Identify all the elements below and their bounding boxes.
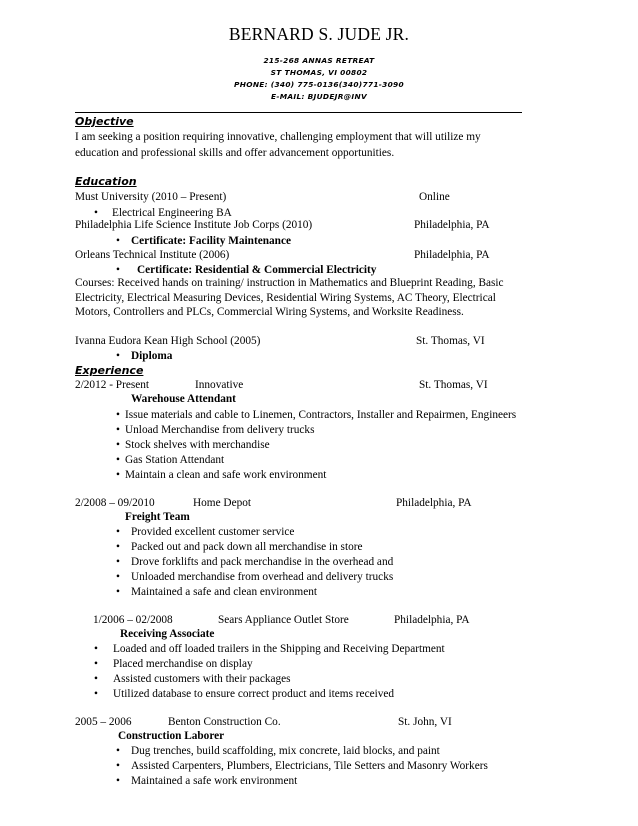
experience-heading: Experience xyxy=(75,364,144,377)
bullet-icon: • xyxy=(94,673,98,685)
bullet-icon: • xyxy=(116,541,120,553)
job-location: St. John, VI xyxy=(398,716,452,728)
job-dates: 2/2012 - Present xyxy=(75,379,150,391)
resume-name: BERNARD S. JUDE JR. xyxy=(228,24,410,44)
job-dates: 1/2006 – 02/2008 xyxy=(93,614,173,626)
school-location: Online xyxy=(419,191,450,203)
bullet-icon: • xyxy=(116,556,120,568)
bullet-icon: • xyxy=(116,350,120,362)
courses-line: Motors, Controllers and PLCs, Commercial Wiring Systems, and Worksite Readiness. xyxy=(75,306,464,318)
bullet-icon: • xyxy=(116,469,120,481)
objective-heading: Objective xyxy=(75,115,134,128)
certificate: Certificate: Facility Maintenance xyxy=(131,235,291,247)
job-location: Philadelphia, PA xyxy=(394,614,470,626)
bullet-icon: • xyxy=(116,760,120,772)
school-location: St. Thomas, VI xyxy=(416,335,485,347)
bullet-icon: • xyxy=(116,235,120,247)
job-dates: 2/2008 – 09/2010 xyxy=(75,497,155,509)
duty: Dug trenches, build scaffolding, mix concrete, laid blocks, and paint xyxy=(131,745,440,757)
courses-line: Electricity, Electrical Measuring Devices, Residential Wiring Systems, AC Theory, Electrical xyxy=(75,292,496,304)
school-name: Orleans Technical Institute (2006) xyxy=(75,249,230,261)
duty: Loaded and off loaded trailers in the Shipping and Receiving Department xyxy=(113,643,445,655)
bullet-icon: • xyxy=(116,409,120,421)
bullet-icon: • xyxy=(116,526,120,538)
school-name: Ivanna Eudora Kean High School (2005) xyxy=(75,335,261,347)
job-company: Sears Appliance Outlet Store xyxy=(218,614,349,626)
bullet-icon: • xyxy=(116,439,120,451)
bullet-icon: • xyxy=(94,207,98,219)
bullet-icon: • xyxy=(116,264,120,276)
duty: Issue materials and cable to Linemen, Contractors, Installer and Repairmen, Engineers xyxy=(125,409,517,421)
job-role: Warehouse Attendant xyxy=(131,393,236,405)
job-location: St. Thomas, VI xyxy=(419,379,488,391)
job-dates: 2005 – 2006 xyxy=(75,716,132,728)
bullet-icon: • xyxy=(116,745,120,757)
phone-line: PHONE: (340) 775-0136(340)771-3090 xyxy=(234,80,404,89)
duty: Assisted Carpenters, Plumbers, Electricians, Tile Setters and Masonry Workers xyxy=(131,760,488,772)
school-location: Philadelphia, PA xyxy=(414,219,490,231)
duty: Assisted customers with their packages xyxy=(113,673,291,685)
bullet-icon: • xyxy=(116,454,120,466)
school-name: Must University (2010 – Present) xyxy=(75,191,227,203)
header-divider xyxy=(75,112,522,113)
duty: Utilized database to ensure correct product and items received xyxy=(113,688,395,700)
objective-line: I am seeking a position requiring innovative, challenging employment that will utilize my xyxy=(75,131,481,143)
address-line-1: 215-268 ANNAS RETREAT xyxy=(263,56,375,65)
objective-line: education and professional skills and offer advancement opportunities. xyxy=(75,147,395,159)
education-heading: Education xyxy=(75,175,137,188)
job-role: Receiving Associate xyxy=(120,628,215,640)
duty: Packed out and pack down all merchandise in store xyxy=(131,541,363,553)
bullet-icon: • xyxy=(94,643,98,655)
degree: Electrical Engineering BA xyxy=(112,207,232,219)
diploma: Diploma xyxy=(131,350,173,362)
job-role: Construction Laborer xyxy=(118,730,225,742)
school-location: Philadelphia, PA xyxy=(414,249,490,261)
school-name: Philadelphia Life Science Institute Job Corps (2010) xyxy=(75,219,313,231)
duty: Maintained a safe and clean environment xyxy=(131,586,318,598)
bullet-icon: • xyxy=(116,586,120,598)
duty: Unload Merchandise from delivery trucks xyxy=(125,424,315,436)
duty: Placed merchandise on display xyxy=(113,658,253,670)
bullet-icon: • xyxy=(94,658,98,670)
job-company: Home Depot xyxy=(193,497,252,509)
duty: Drove forklifts and pack merchandise in the overhead and xyxy=(131,556,394,568)
job-company: Innovative xyxy=(195,379,244,391)
bullet-icon: • xyxy=(116,424,120,436)
job-location: Philadelphia, PA xyxy=(396,497,472,509)
duty: Unloaded merchandise from overhead and delivery trucks xyxy=(131,571,394,583)
duty: Maintained a safe work environment xyxy=(131,775,298,787)
duty: Gas Station Attendant xyxy=(125,454,225,466)
bullet-icon: • xyxy=(116,571,120,583)
address-line-2: ST THOMAS, VI 00802 xyxy=(270,68,368,77)
bullet-icon: • xyxy=(94,688,98,700)
certificate: Certificate: Residential & Commercial Electricity xyxy=(137,264,377,276)
duty: Stock shelves with merchandise xyxy=(125,439,270,451)
duty: Provided excellent customer service xyxy=(131,526,295,538)
job-role: Freight Team xyxy=(125,511,190,523)
duty: Maintain a clean and safe work environment xyxy=(125,469,327,481)
bullet-icon: • xyxy=(116,775,120,787)
email-line: E-MAIL: BJUDEJR@INV xyxy=(271,92,367,101)
courses-line: Courses: Received hands on training/ instruction in Mathematics and Blueprint Reading, Basic xyxy=(75,277,504,289)
job-company: Benton Construction Co. xyxy=(168,716,281,728)
